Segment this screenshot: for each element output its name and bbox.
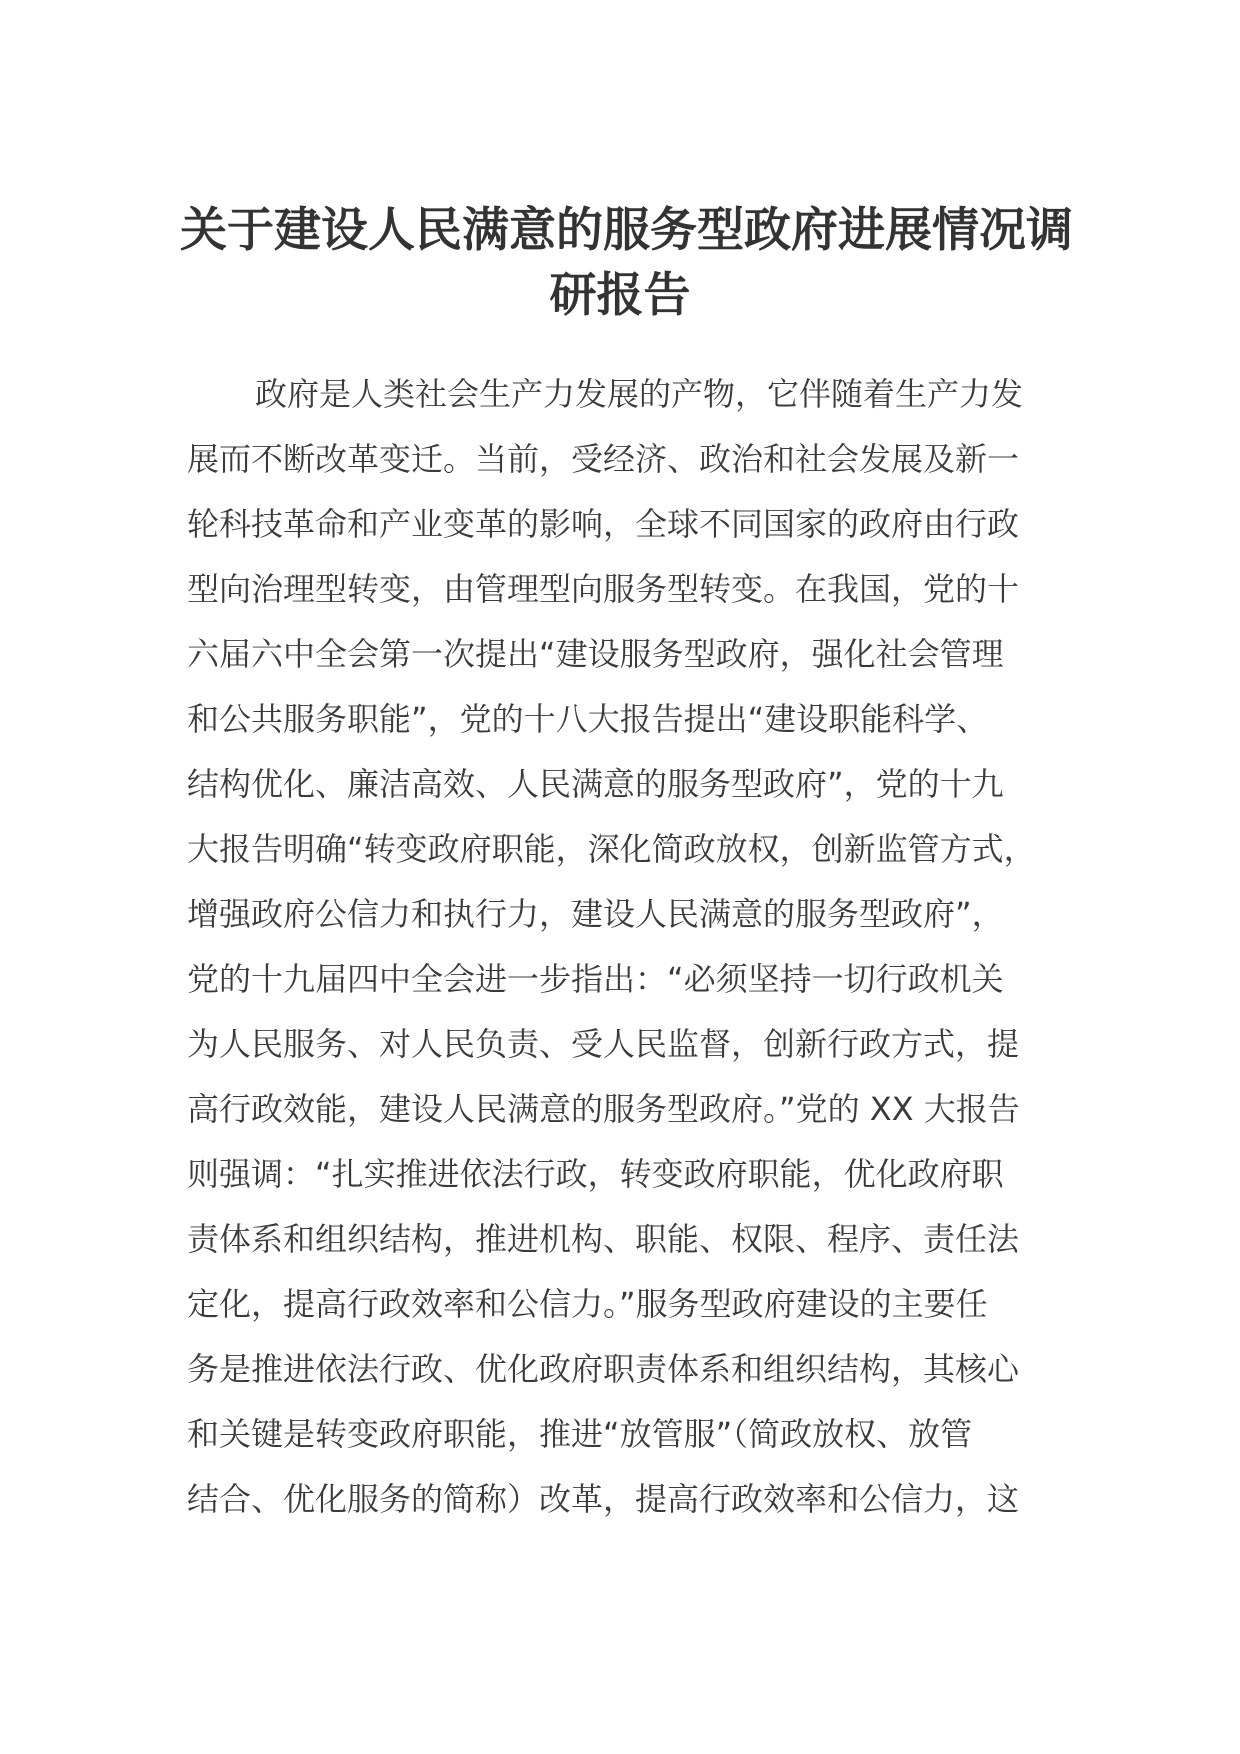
paragraph-line: 增强政府公信力和执行力，建设人民满意的服务型政府”， bbox=[187, 895, 1004, 933]
paragraph-line: 大报告明确“转变政府职能，深化简政放权，创新监管方式， bbox=[187, 830, 1036, 868]
paragraph-line: 六届六中全会第一次提出“建设服务型政府，强化社会管理 bbox=[187, 635, 1004, 673]
paragraph-line: 和关键是转变政府职能，推进“放管服”（简政放权、放管 bbox=[187, 1415, 973, 1453]
document-title bbox=[180, 198, 1073, 328]
paragraph-line: 结构优化、廉洁高效、人民满意的服务型政府”，党的十九 bbox=[187, 765, 1004, 803]
paragraph-line: 型向治理型转变，由管理型向服务型转变。在我国，党的十 bbox=[187, 570, 1020, 608]
paragraph-line: 则强调：“扎实推进依法行政，转变政府职能，优化政府职 bbox=[187, 1155, 1004, 1193]
paragraph-line: 为人民服务、对人民负责、受人民监督，创新行政方式，提 bbox=[187, 1025, 1020, 1063]
paragraph-line: 高行政效能，建设人民满意的服务型政府。”党的 XX 大报告 bbox=[187, 1090, 1020, 1128]
title-line-1: 关于建设人民满意的服务型政府进展情况调 bbox=[180, 203, 1073, 258]
body-paragraph bbox=[187, 362, 1067, 1532]
paragraph-line: 和公共服务职能”，党的十八大报告提出“建设职能科学、 bbox=[187, 700, 989, 738]
paragraph-line: 责体系和组织结构，推进机构、职能、权限、程序、责任法 bbox=[187, 1220, 1020, 1258]
title-line-2: 研报告 bbox=[549, 268, 691, 323]
paragraph-line: 务是推进依法行政、优化政府职责体系和组织结构，其核心 bbox=[187, 1350, 1020, 1388]
paragraph-line: 党的十九届四中全会进一步指出：“必须坚持一切行政机关 bbox=[187, 960, 1004, 998]
paragraph-line: 定化，提高行政效率和公信力。”服务型政府建设的主要任 bbox=[187, 1285, 988, 1323]
paragraph-line: 政府是人类社会生产力发展的产物，它伴随着生产力发 bbox=[255, 375, 1024, 413]
paragraph-line: 轮科技革命和产业变革的影响，全球不同国家的政府由行政 bbox=[187, 505, 1020, 543]
paragraph-line: 展而不断改革变迁。当前，受经济、政治和社会发展及新一 bbox=[187, 440, 1020, 478]
paragraph-line: 结合、优化服务的简称）改革，提高行政效率和公信力，这 bbox=[187, 1480, 1020, 1518]
